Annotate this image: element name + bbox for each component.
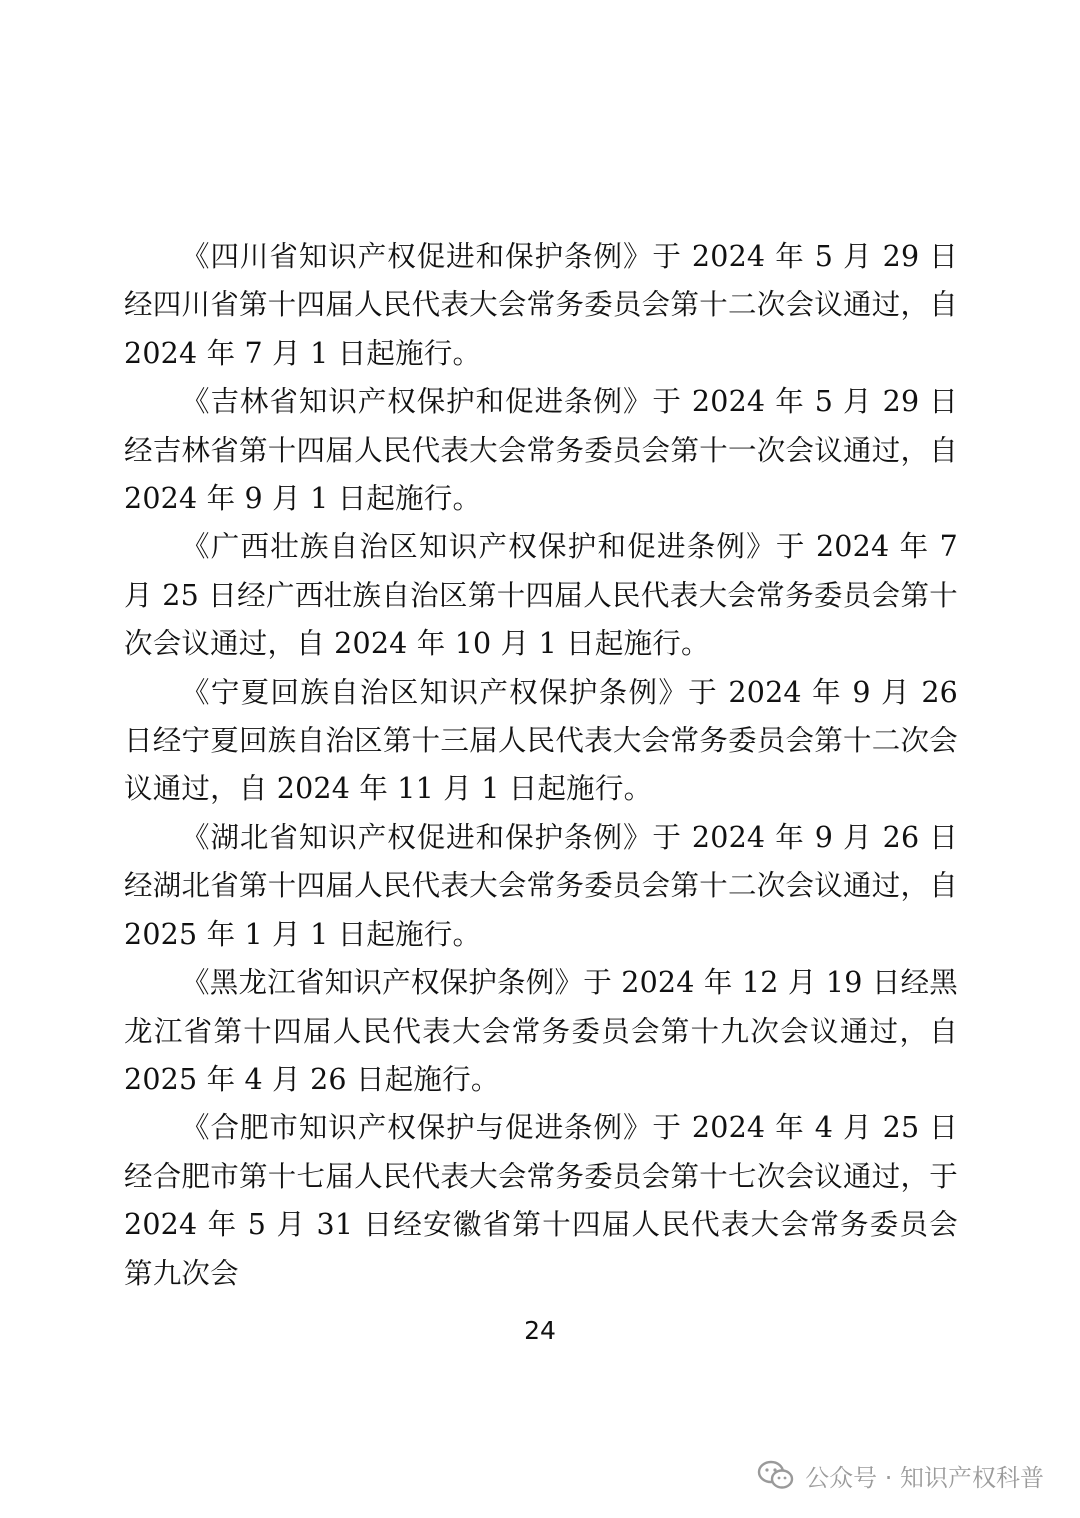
paragraph-ningxia: 《宁夏回族自治区知识产权保护条例》于 2024 年 9 月 26 日经宁夏回族自治区第十三届人民代表大会常务委员会第十二次会议通过，自 2024 年 11 月 1 日起施行。	[124, 675, 958, 806]
watermark-text: 公众号 · 知识产权科普	[805, 1463, 1044, 1492]
paragraph-sichuan: 《四川省知识产权促进和保护条例》于 2024 年 5 月 29 日经四川省第十四届人民代表大会常务委员会第十二次会议通过，自 2024 年 7 月 1 日起施行。	[124, 240, 958, 370]
paragraph-hubei: 《湖北省知识产权促进和保护条例》于 2024 年 9 月 26 日经湖北省第十四届人民代表大会常务委员会第十二次会议通过，自 2025 年 1 月 1 日起施行。	[124, 820, 958, 951]
watermark	[757, 1455, 1044, 1495]
paragraph-jilin: 《吉林省知识产权保护和促进条例》于 2024 年 5 月 29 日经吉林省第十四届人民代表大会常务委员会第十一次会议通过，自 2024 年 9 月 1 日起施行。	[124, 385, 958, 516]
wechat-icon	[757, 1460, 795, 1490]
page-number: 24	[524, 1316, 556, 1345]
paragraph-hefei: 《合肥市知识产权保护与促进条例》于 2024 年 4 月 25 日经合肥市第十七届人民代表大会常务委员会第十七次会议通过，于 2024 年 5 月 31 日经安徽省第十四届人民代表大会常务委员会第九次会	[124, 1111, 958, 1290]
paragraph-guangxi: 《广西壮族自治区知识产权保护和促进条例》于 2024 年 7 月 25 日经广西壮族自治区第十四届人民代表大会常务委员会第十次会议通过，自 2024 年 10 月 1 日起施行。	[124, 530, 958, 661]
document-body	[124, 233, 958, 1298]
paragraph-heilongjiang: 《黑龙江省知识产权保护条例》于 2024 年 12 月 19 日经黑龙江省第十四届人民代表大会常务委员会第十九次会议通过，自 2025 年 4 月 26 日起施行。	[124, 966, 958, 1096]
